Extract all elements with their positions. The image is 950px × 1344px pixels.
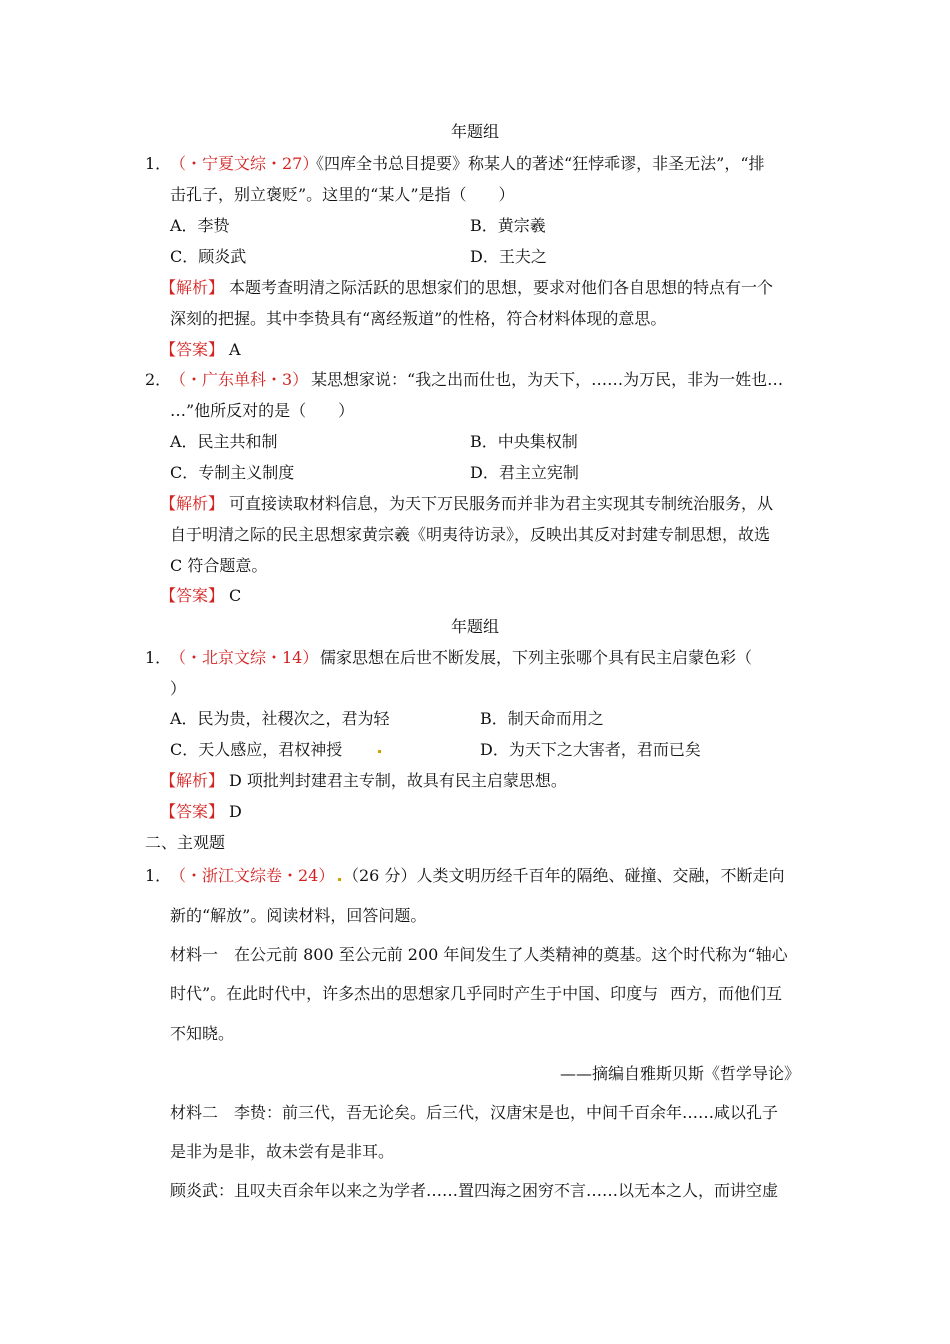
question-text: 新的“解放”。阅读材料，回答问题。 <box>170 906 427 925</box>
answer-value: D <box>229 802 242 821</box>
material-two-text: 顾炎武：且叹夫百余年以来之为学者……置四海之困穷不言……以无本之人，而讲空虚 <box>170 1181 779 1200</box>
option-b: B．中央集权制 <box>470 432 578 451</box>
question-source: （・北京文综・14） <box>170 648 319 667</box>
material-one-text: 时代”。在此时代中，许多杰出的思想家几乎同时产生于中国、印度与 <box>170 984 659 1003</box>
answer-tag: 【答案】 <box>160 586 225 605</box>
option-d: D．为天下之大害者，君而已矣 <box>480 740 701 759</box>
question-text: ） <box>170 679 187 698</box>
option-b: B．黄宗羲 <box>470 216 546 235</box>
option-d: D．君主立宪制 <box>470 463 579 482</box>
analysis-tag: 【解析】 <box>160 278 225 297</box>
question-source: （・广东单科・3） <box>170 370 309 389</box>
group-heading-2: 年题组 <box>450 617 499 636</box>
question-number: 1． <box>145 866 172 885</box>
answer-tag: 【答案】 <box>160 340 225 359</box>
material-citation: ——摘编自雅斯贝斯《哲学导论》 <box>559 1064 800 1083</box>
answer-value: A <box>229 340 241 359</box>
option-c: C．顾炎武 <box>170 247 247 266</box>
material-one-text: 材料一 在公元前 800 至公元前 200 年间发生了人类精神的奠基。这个时代称为“轴心 <box>170 945 788 964</box>
analysis-text: 本题考查明清之际活跃的思想家们的思想，要求对他们各自思想的特点有一个 <box>229 278 774 297</box>
question-text: …”他所反对的是（ ） <box>170 401 355 420</box>
answer-value: C <box>229 586 242 605</box>
question-source: （・浙江文综卷・24） <box>170 866 335 885</box>
section-heading: 二、主观题 <box>145 833 226 852</box>
analysis-text: 可直接读取材料信息，为天下万民服务而并非为君主实现其专制统治服务，从 <box>229 494 774 513</box>
material-one-text: 西方，而他们互 <box>670 984 783 1003</box>
question-text: 某思想家说：“我之出而仕也，为天下，……为万民，非为一姓也… <box>311 370 784 389</box>
analysis-text: C 符合题意。 <box>170 556 268 575</box>
option-c: C．专制主义制度 <box>170 463 295 482</box>
question-number: 1． <box>145 154 172 173</box>
question-text: 《四库全书总目提要》称某人的著述“狂悖乖谬，非圣无法”，“排 <box>308 154 765 173</box>
option-a: A．民主共和制 <box>170 432 278 451</box>
material-one-text: 不知晓。 <box>170 1024 235 1043</box>
analysis-tag: 【解析】 <box>160 771 225 790</box>
material-two-text: 是非为是非，故未尝有是非耳。 <box>170 1142 395 1161</box>
group-heading-1: 年题组 <box>450 122 499 141</box>
question-number: 1． <box>145 648 172 667</box>
option-a: A．民为贵，社稷次之，君为轻 <box>170 709 390 728</box>
analysis-text: 深刻的把握。其中李贽具有“离经叛道”的性格，符合材料体现的意思。 <box>170 309 667 328</box>
question-text: （26 分）人类文明历经千百年的隔绝、碰撞、交融，不断走向 <box>343 866 785 885</box>
question-source: （・宁夏文综・27） <box>170 154 319 173</box>
question-number: 2． <box>145 370 172 389</box>
question-text: 儒家思想在后世不断发展，下列主张哪个具有民主启蒙色彩（ <box>320 648 753 667</box>
option-d: D．王夫之 <box>470 247 547 266</box>
stray-mark <box>378 750 381 753</box>
answer-tag: 【答案】 <box>160 802 225 821</box>
question-text: 击孔子，别立褒贬”。这里的“某人”是指（ ） <box>170 185 515 204</box>
analysis-text: D 项批判封建君主专制，故具有民主启蒙思想。 <box>229 771 567 790</box>
analysis-tag: 【解析】 <box>160 494 225 513</box>
option-c: C．天人感应，君权神授 <box>170 740 343 759</box>
option-b: B．制天命而用之 <box>480 709 604 728</box>
option-a: A．李贽 <box>170 216 230 235</box>
analysis-text: 自于明清之际的民主思想家黄宗羲《明夷待访录》，反映出其反对封建专制思想，故选 <box>170 525 771 544</box>
material-two-text: 材料二 李贽：前三代，吾无论矣。后三代，汉唐宋是也，中间千百余年……咸以孔子 <box>170 1103 779 1122</box>
stray-mark <box>338 878 341 881</box>
